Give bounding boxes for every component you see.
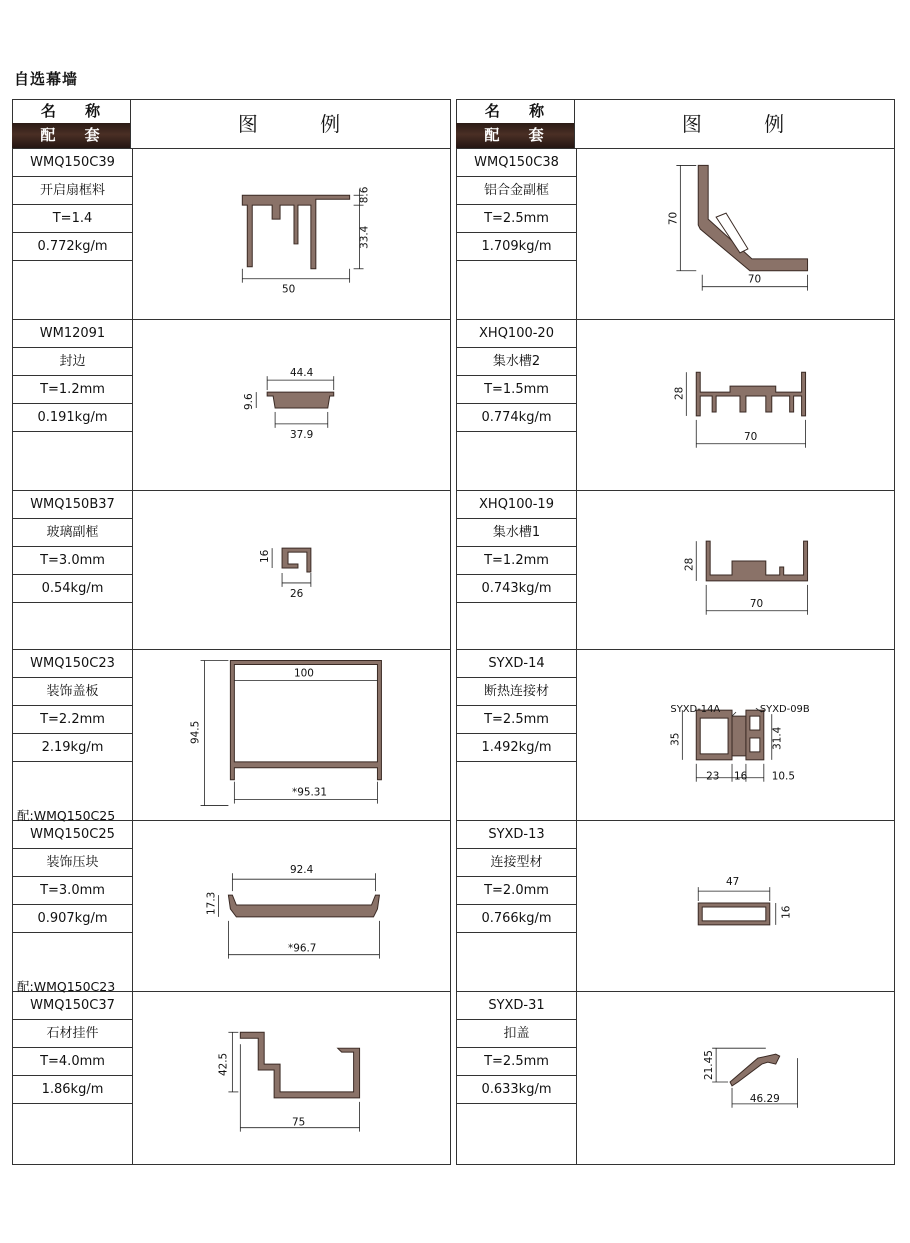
product-row: [12, 491, 451, 650]
dim-label: 28: [673, 386, 686, 401]
product-row: [456, 821, 895, 992]
dim-label: 92.4: [290, 864, 314, 877]
product-name: 封边: [13, 348, 132, 376]
profile-figure: [577, 992, 894, 1164]
product-code: WMQ150C25: [13, 821, 132, 849]
product-info: [457, 491, 577, 649]
dim-label: 70: [743, 430, 758, 443]
product-name: 集水槽2: [457, 348, 576, 376]
dim-label: 21.45: [703, 1050, 716, 1080]
product-name: 断热连接材: [457, 678, 576, 706]
product-kit: [457, 432, 576, 460]
product-kit: 配:WMQ150C23: [17, 979, 116, 994]
product-row: [12, 149, 451, 320]
product-row: [456, 992, 895, 1165]
profile-drawing: [577, 320, 894, 490]
table-header: [456, 100, 895, 149]
product-info: [13, 992, 133, 1164]
product-weight: 2.19kg/m: [13, 734, 132, 762]
product-code: WMQ150C39: [13, 149, 132, 177]
product-kit: [457, 933, 576, 961]
product-info: [457, 992, 577, 1164]
product-kit: [13, 261, 132, 289]
dim-label: *95.31: [291, 786, 328, 799]
profile-drawing: [133, 320, 450, 490]
product-kit: [457, 762, 576, 790]
product-weight: 0.772kg/m: [13, 233, 132, 261]
product-thickness: T=4.0mm: [13, 1048, 132, 1076]
dim-label: 46.29: [749, 1092, 780, 1105]
product-thickness: T=1.4: [13, 205, 132, 233]
profile-drawing: [133, 650, 450, 820]
product-row: [456, 320, 895, 491]
profile-figure: [133, 320, 450, 490]
product-code: XHQ100-20: [457, 320, 576, 348]
profile-figure: [577, 320, 894, 490]
dim-label: 70: [667, 211, 680, 226]
dim-label: 9.6: [243, 393, 256, 410]
product-name: 装饰盖板: [13, 678, 132, 706]
product-code: XHQ100-19: [457, 491, 576, 519]
product-info: [13, 491, 133, 649]
product-info: [13, 821, 133, 994]
product-name: 铝合金副框: [457, 177, 576, 205]
product-name: 玻璃副框: [13, 519, 132, 547]
right-catalog-table: [456, 99, 895, 1165]
callout-label: SYXD-09B: [759, 704, 810, 716]
product-thickness: T=2.5mm: [457, 205, 576, 233]
product-row: [12, 992, 451, 1165]
product-thickness: T=1.2mm: [457, 547, 576, 575]
profile-figure: [133, 149, 450, 319]
product-code: WMQ150B37: [13, 491, 132, 519]
dim-label: 75: [291, 1116, 306, 1129]
product-thickness: T=3.0mm: [13, 547, 132, 575]
profile-figure: [577, 821, 894, 991]
product-name: 装饰压块: [13, 849, 132, 877]
dim-label: 31.4: [771, 726, 784, 750]
dim-label: 70: [749, 597, 764, 610]
product-thickness: T=2.5mm: [457, 706, 576, 734]
dim-label: 16: [259, 549, 272, 564]
dim-label: 28: [683, 557, 696, 571]
product-kit: [457, 261, 576, 289]
product-code: WM12091: [13, 320, 132, 348]
left-catalog-table: [12, 99, 451, 1165]
profile-drawing: [133, 149, 450, 319]
profile-figure: [133, 821, 450, 991]
profile-figure: [133, 491, 450, 649]
profile-figure: [577, 149, 894, 319]
spacer: [13, 933, 132, 959]
product-code: WMQ150C23: [13, 650, 132, 678]
product-row: [12, 821, 451, 992]
name-header: 名 称: [456, 100, 575, 123]
dim-label: 26: [290, 587, 304, 600]
product-thickness: T=2.0mm: [457, 877, 576, 905]
product-weight: 1.709kg/m: [457, 233, 576, 261]
product-code: SYXD-31: [457, 992, 576, 1020]
product-row: [12, 320, 451, 491]
page-title: 自选幕墙: [14, 70, 79, 88]
profile-drawing: [133, 821, 450, 991]
profile-drawing: [577, 491, 894, 649]
product-kit: [13, 432, 132, 460]
product-code: WMQ150C37: [13, 992, 132, 1020]
product-weight: 0.54kg/m: [13, 575, 132, 603]
product-info: [457, 149, 577, 319]
product-row: [456, 650, 895, 821]
profile-drawing: [577, 650, 894, 820]
dim-label: 47: [726, 876, 740, 889]
dim-label: 8.6: [358, 186, 371, 204]
product-code: WMQ150C38: [457, 149, 576, 177]
product-thickness: T=3.0mm: [13, 877, 132, 905]
product-info: [13, 650, 133, 823]
product-name: 连接型材: [457, 849, 576, 877]
product-kit: [13, 1104, 132, 1132]
profile-figure: [133, 992, 450, 1164]
product-weight: 0.907kg/m: [13, 905, 132, 933]
product-weight: 0.766kg/m: [457, 905, 576, 933]
product-name: 石材挂件: [13, 1020, 132, 1048]
dim-label: 10.5: [771, 770, 795, 783]
product-name: 开启扇框料: [13, 177, 132, 205]
kit-header: 配 套: [456, 123, 575, 148]
product-kit: [457, 603, 576, 631]
product-row: [12, 650, 451, 821]
product-code: SYXD-13: [457, 821, 576, 849]
dim-label: 94.5: [189, 720, 202, 744]
product-thickness: T=2.2mm: [13, 706, 132, 734]
kit-header: 配 套: [12, 123, 131, 148]
product-row: [456, 491, 895, 650]
spacer: [13, 762, 132, 788]
figure-header: 图 例: [132, 100, 451, 148]
name-header: 名 称: [12, 100, 131, 123]
profile-drawing: [577, 149, 894, 319]
profile-figure: [577, 491, 894, 649]
profile-drawing: [133, 992, 450, 1164]
product-info: [13, 149, 133, 319]
dim-label: 23: [706, 770, 720, 783]
dim-label: 16: [780, 905, 793, 919]
product-weight: 1.492kg/m: [457, 734, 576, 762]
profile-drawing: [577, 992, 894, 1164]
profile-drawing: [133, 491, 450, 649]
profile-figure: [577, 650, 894, 820]
product-thickness: T=1.5mm: [457, 376, 576, 404]
product-kit: 配:WMQ150C25: [17, 808, 116, 823]
table-header: [12, 100, 451, 149]
profile-figure: [133, 650, 450, 820]
product-code: SYXD-14: [457, 650, 576, 678]
product-row: [456, 149, 895, 320]
dim-label: 44.4: [290, 367, 314, 380]
product-info: [457, 650, 577, 820]
dim-label: 50: [282, 283, 296, 296]
product-weight: 0.633kg/m: [457, 1076, 576, 1104]
profile-drawing: [577, 821, 894, 991]
product-info: [457, 821, 577, 991]
product-thickness: T=1.2mm: [13, 376, 132, 404]
callout-label: SYXD-14A: [670, 704, 721, 716]
product-info: [457, 320, 577, 490]
product-weight: 1.86kg/m: [13, 1076, 132, 1104]
dim-label: 70: [747, 273, 762, 286]
product-weight: 0.774kg/m: [457, 404, 576, 432]
dim-label: 37.9: [290, 428, 314, 441]
dim-label: *96.7: [288, 942, 317, 955]
product-info: [13, 320, 133, 490]
dim-label: 33.4: [358, 225, 371, 249]
dim-label: 17.3: [205, 891, 218, 915]
dim-label: 16: [734, 770, 748, 783]
dim-label: 42.5: [217, 1052, 230, 1077]
dim-label: 35: [669, 732, 682, 746]
product-weight: 0.743kg/m: [457, 575, 576, 603]
product-weight: 0.191kg/m: [13, 404, 132, 432]
product-name: 集水槽1: [457, 519, 576, 547]
product-kit: [13, 603, 132, 631]
dim-label: 100: [293, 667, 314, 680]
product-name: 扣盖: [457, 1020, 576, 1048]
figure-header: 图 例: [576, 100, 895, 148]
product-kit: [457, 1104, 576, 1132]
product-thickness: T=2.5mm: [457, 1048, 576, 1076]
